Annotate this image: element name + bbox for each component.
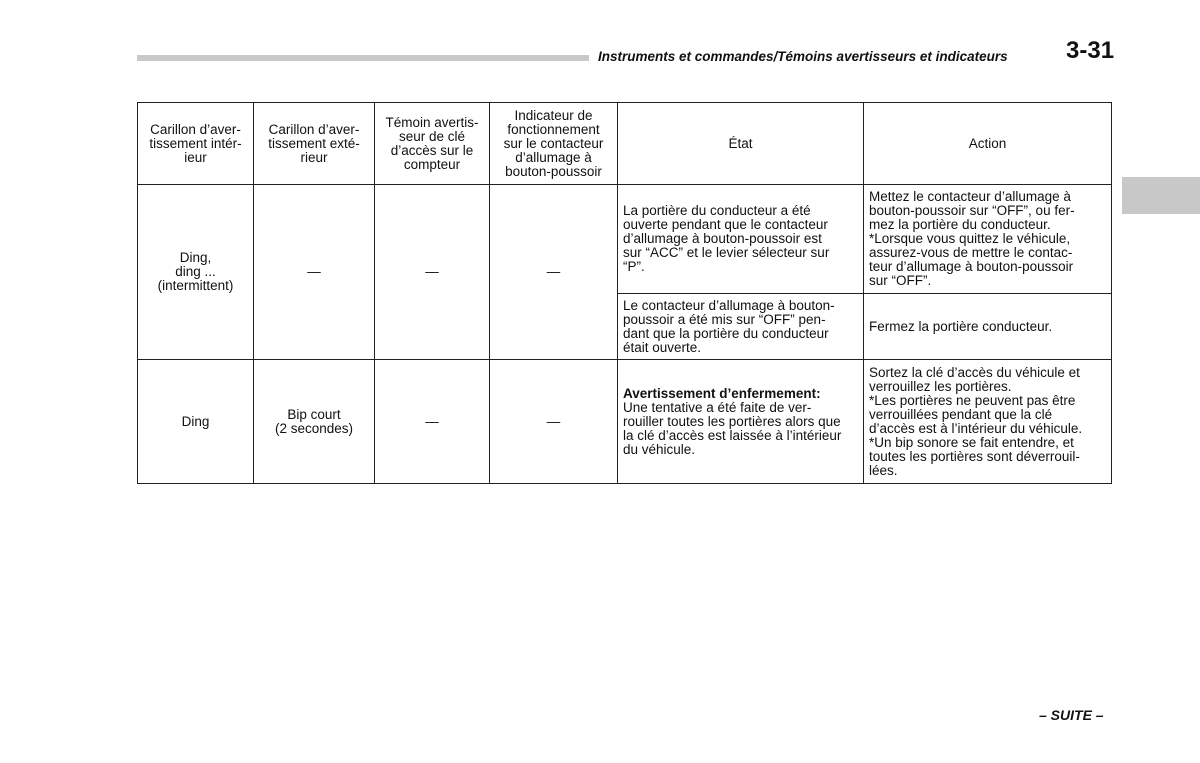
action-cell: Fermez la portière conducteur.: [864, 294, 1112, 360]
key-warning-light-cell: —: [375, 185, 490, 360]
key-warning-light-cell: —: [375, 360, 490, 484]
continued-label: – SUITE –: [1039, 707, 1104, 723]
column-header-exterior-chime: Carillon d’aver- tissement exté- rieur: [254, 103, 375, 185]
exterior-chime-cell: —: [254, 185, 375, 360]
action-cell: Mettez le contacteur d’allumage à bouton-poussoir sur “OFF”, ou fer- mez la portière du conducteur. *Lorsque vous quittez le véhicule, assurez-vous de mettre le contac- teur d’allumage à bouton-poussoir sur “OFF”.: [864, 185, 1112, 294]
table-header-row: [138, 103, 1112, 185]
section-tab-marker: [1122, 177, 1200, 214]
lockout-warning-text: Une tentative a été faite de ver- rouiller toutes les portières alors que la clé d’accès est laissée à l’intérieur du véhicule.: [623, 399, 842, 457]
push-button-indicator-cell: —: [490, 185, 618, 360]
exterior-chime-cell: Bip court (2 secondes): [254, 360, 375, 484]
interior-chime-cell: Ding: [138, 360, 254, 484]
state-cell: La portière du conducteur a été ouverte pendant que le contacteur d’allumage à bouton-poussoir est sur “ACC” et le levier sélecteur sur “P”.: [618, 185, 864, 294]
page-number: 3-31: [1066, 37, 1115, 64]
column-header-state: État: [618, 103, 864, 185]
column-header-key-warning-light: Témoin avertis- seur de clé d’accès sur le compteur: [375, 103, 490, 185]
column-header-push-button-indicator: Indicateur de fonctionnement sur le contacteur d’allumage à bouton-poussoir: [490, 103, 618, 185]
action-cell: Sortez la clé d’accès du véhicule et verrouillez les portières. *Les portières ne peuvent pas être verrouillées pendant que la clé d’accès est à l’intérieur du véhicule. *Un bip sonore se fait entendre, et toutes les portières sont déverrouil- lées.: [864, 360, 1112, 484]
table-row: [138, 185, 1112, 294]
interior-chime-cell: Ding, ding ... (intermittent): [138, 185, 254, 360]
lockout-warning-heading: Avertissement d’enfermement:: [623, 385, 821, 401]
state-cell: Le contacteur d’allumage à bouton- poussoir a été mis sur “OFF” pen- dant que la portière du conducteur était ouverte.: [618, 294, 864, 360]
state-cell: [618, 360, 864, 484]
column-header-interior-chime: Carillon d’aver- tissement intér- ieur: [138, 103, 254, 185]
table-row: [138, 360, 1112, 484]
page-header-title: Instruments et commandes/Témoins avertisseurs et indicateurs: [598, 49, 1008, 64]
warning-chime-table: [137, 102, 1112, 484]
column-header-action: Action: [864, 103, 1112, 185]
header-rule: [137, 55, 589, 61]
push-button-indicator-cell: —: [490, 360, 618, 484]
